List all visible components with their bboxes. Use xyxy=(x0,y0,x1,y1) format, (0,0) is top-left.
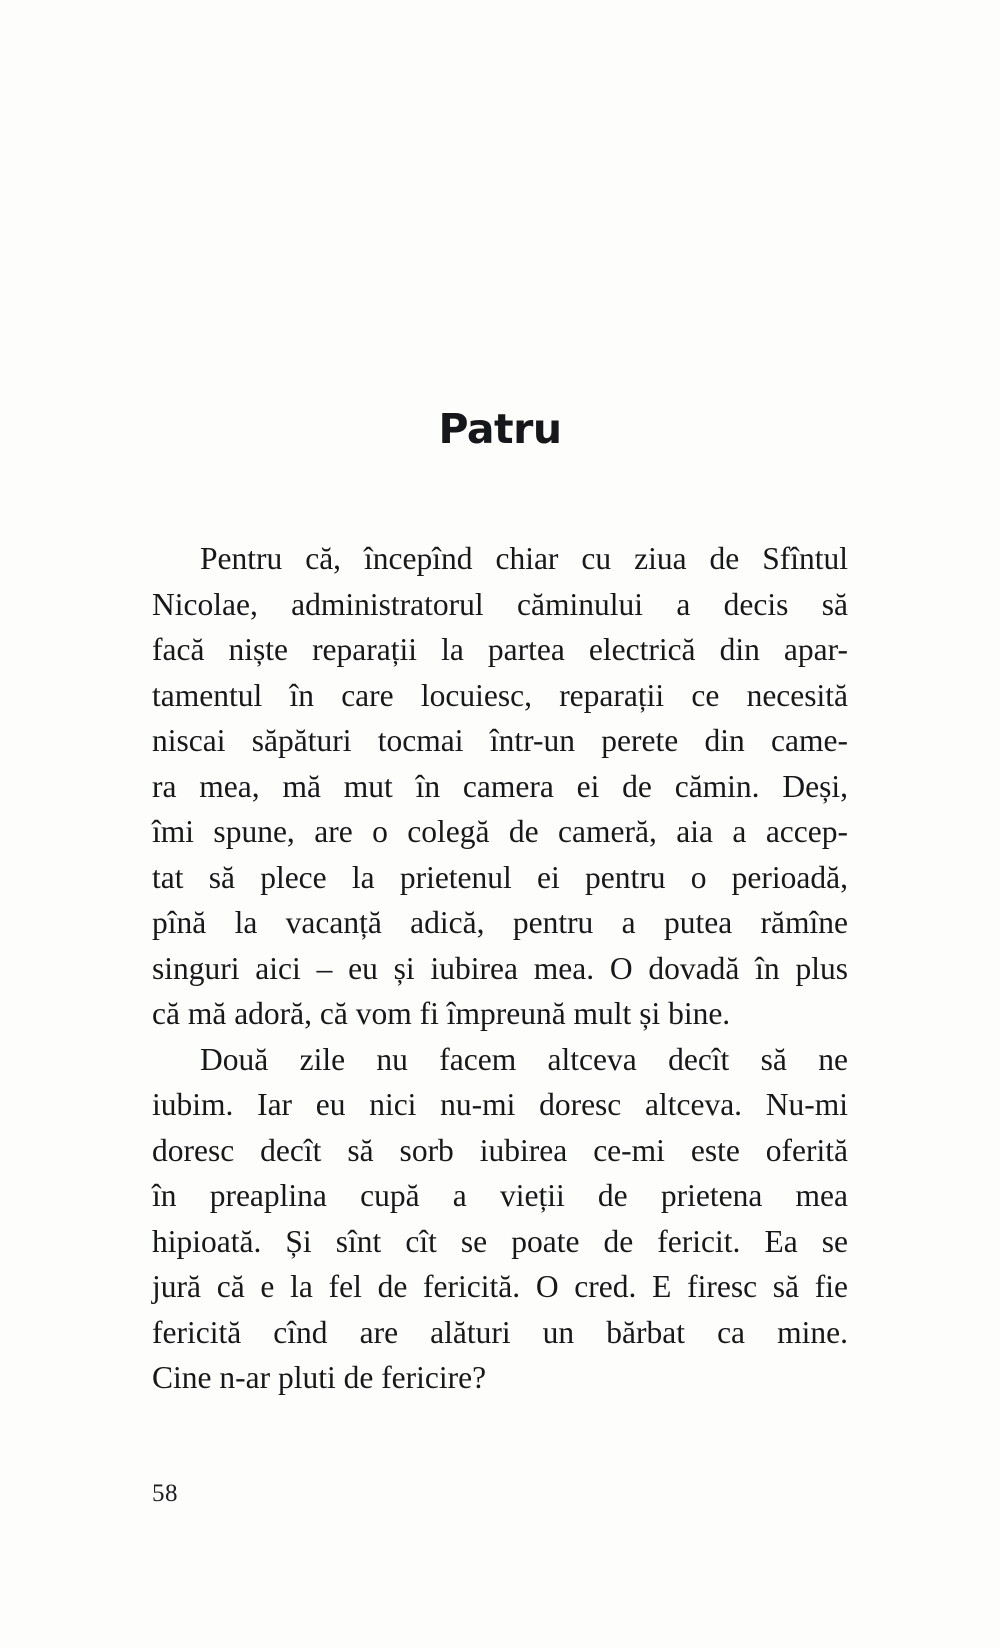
text-line: doresc decît să sorb iubirea ce-mi este oferită xyxy=(152,1132,848,1168)
text-line: Două zile nu facem altceva decît să ne xyxy=(200,1041,848,1077)
text-line: Nicolae, administratorul căminului a decis să xyxy=(152,586,848,622)
text-line: jură că e la fel de fericită. O cred. E firesc să fie xyxy=(152,1269,848,1304)
text-line: îmi spune, are o colegă de cameră, aia a accep- xyxy=(152,814,848,849)
chapter-heading: Patru xyxy=(438,405,562,454)
text-line: pînă la vacanță adică, pentru a putea rămîne xyxy=(152,905,848,940)
text-line: facă niște reparații la partea electrică din apar- xyxy=(152,632,848,667)
text-line: niscai săpături tocmai într-un perete din came- xyxy=(152,723,848,758)
text-line: Cine n-ar pluti de fericire? xyxy=(152,1360,487,1395)
text-line: singuri aici – eu și iubirea mea. O dovadă în plus xyxy=(152,950,848,986)
text-line: tamentul în care locuiesc, reparații ce necesită xyxy=(152,677,848,713)
body-text xyxy=(152,536,848,1401)
text-line: ra mea, mă mut în camera ei de cămin. Deși, xyxy=(152,768,848,804)
text-line: în preaplina cupă a vieții de prietena mea xyxy=(152,1178,848,1213)
page-content-area xyxy=(152,0,848,1648)
text-line: Pentru că, începînd chiar cu ziua de Sfîntul xyxy=(200,541,848,576)
text-line: că mă adoră, că vom fi împreună mult și bine. xyxy=(152,996,731,1031)
text-line: tat să plece la prietenul ei pentru o perioadă, xyxy=(152,859,848,895)
text-line: iubim. Iar eu nici nu-mi doresc altceva. Nu-mi xyxy=(152,1087,848,1122)
text-line: hipioată. Și sînt cît se poate de fericit. Ea se xyxy=(152,1223,848,1259)
page-number: 58 xyxy=(152,1480,178,1507)
paragraph-1 xyxy=(152,536,848,1037)
text-line: fericită cînd are alături un bărbat ca mine. xyxy=(152,1314,848,1350)
paragraph-2 xyxy=(152,1037,848,1401)
